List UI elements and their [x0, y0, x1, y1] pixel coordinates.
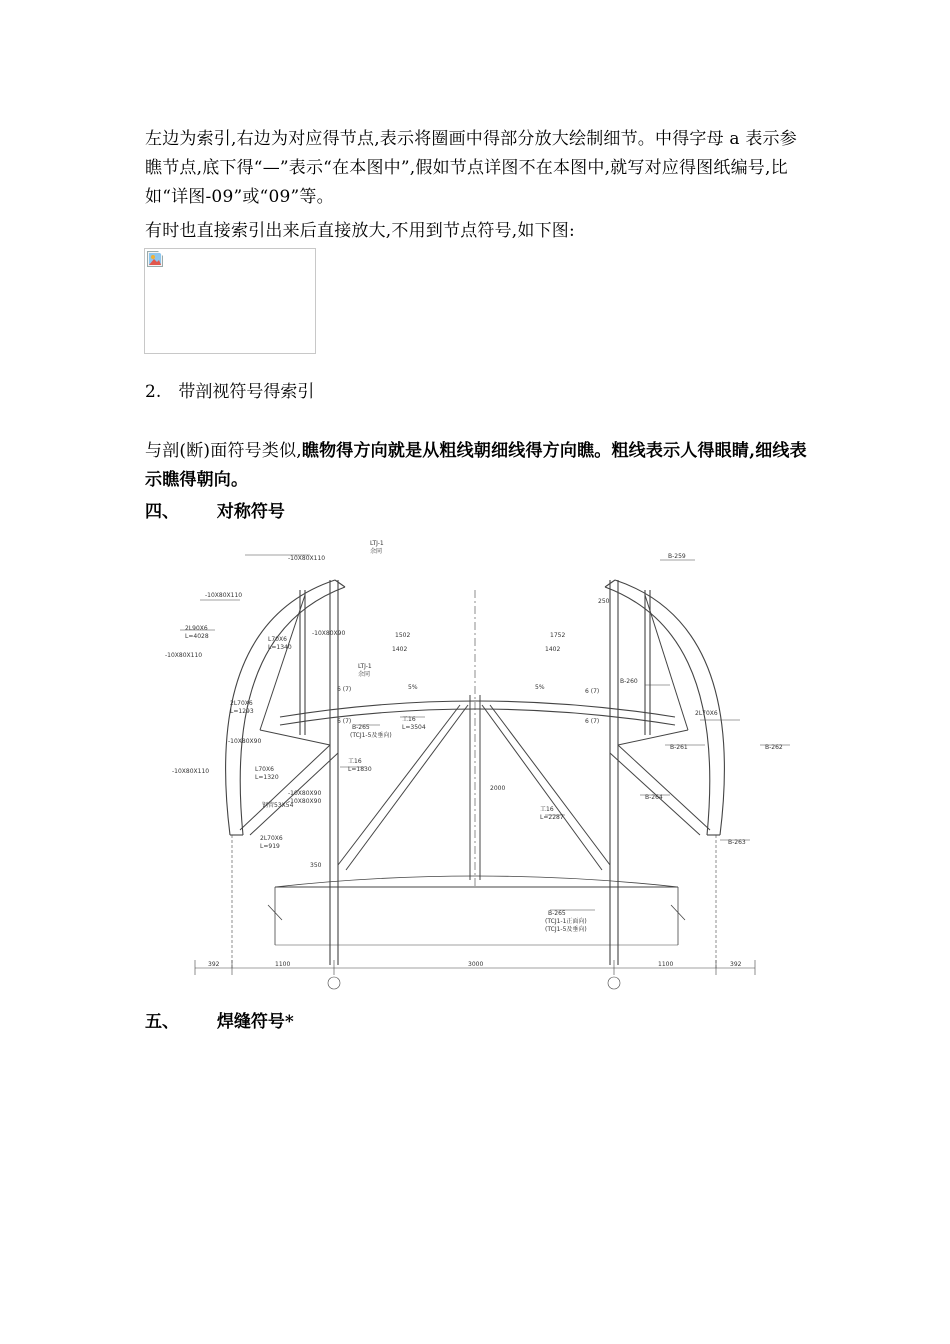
section-number: 五、 [145, 1012, 179, 1032]
paragraph-index-explanation: 左边为索引,右边为对应得节点,表示将圈画中得部分放大绘制细节。中得字母 a 表示参瞧节点,底下得“—”表示“在本图中”,假如节点详图不在本图中,就写对应得图纸编号,比如“详图-09”或“09”等。 [145, 129, 797, 207]
drawing-labels [165, 540, 783, 968]
label-plate-left3: -10X80X110 [172, 768, 210, 775]
right-arch [605, 580, 724, 835]
label-slope-right: 5% [535, 684, 545, 691]
label-l70d-len: L=919 [260, 843, 280, 850]
label-b265: B-265 [352, 724, 370, 731]
label-b263: B-263 [728, 839, 746, 846]
label-dim-2000: 2000 [490, 785, 506, 792]
label-b265b: B-265 [548, 910, 566, 917]
list-item-section-index [145, 378, 314, 406]
label-plate-mid4: -10X80X90 [288, 798, 322, 805]
label-section-c: 6 (7) [585, 688, 600, 695]
paragraph-plain-text: 与剖(断)面符号类似, [145, 441, 302, 461]
image-placeholder [144, 248, 316, 354]
label-dim-3000: 3000 [468, 961, 484, 968]
label-ltj-top-sub: 余同 [370, 548, 383, 555]
label-b265-sub: (TCJ1-5及垂向) [350, 732, 392, 739]
label-l70b-len: L=1293 [230, 708, 254, 715]
label-b259: B-259 [668, 553, 686, 560]
label-plate-mid1: -10X80X90 [312, 630, 346, 637]
section-title: 对称符号 [216, 502, 285, 522]
label-l90-len: L=4028 [185, 633, 209, 640]
label-dim-250: 250 [598, 598, 610, 605]
label-plate-top: -10X80X110 [288, 555, 326, 562]
label-dim-350: 350 [310, 862, 322, 869]
label-l70d: 2L70X6 [260, 835, 283, 842]
label-l70c-len: L=1320 [255, 774, 279, 781]
label-i16a-len: L=3504 [402, 724, 426, 731]
label-l70a: L70X6 [268, 636, 287, 643]
label-i16b-len: L=1830 [348, 766, 372, 773]
label-dim-392a: 392 [208, 961, 220, 968]
label-l70e: 2L70X6 [695, 710, 718, 717]
label-ltj-mid: LTJ-1 [358, 663, 372, 670]
label-b261: B-261 [670, 744, 688, 751]
label-dim-1100a: 1100 [275, 961, 291, 968]
label-b265b-sub2: (TCJ1-5及垂向) [545, 926, 587, 933]
label-i16b: 工16 [348, 758, 362, 765]
label-dim-1402b: 1402 [545, 646, 561, 653]
label-plate-mid2: -10X80X90 [228, 738, 262, 745]
label-l70b: 2L70X6 [230, 700, 253, 707]
paragraph-bold-text: 瞧物得方向就是从粗线朝细线得方向瞧。粗线表示人得眼睛,细线表示瞧得朝向。 [145, 441, 807, 490]
label-l70a-len: L=1340 [268, 644, 292, 651]
section-number: 四、 [145, 502, 179, 522]
list-item-number: 2. [145, 382, 162, 402]
label-dim-1100b: 1100 [658, 961, 674, 968]
section-heading-weld [145, 1008, 294, 1036]
structural-drawing-svg [140, 535, 810, 990]
label-ltj-mid-sub: 余同 [358, 671, 371, 678]
label-section-a: 6 (7) [337, 686, 352, 693]
broken-image-icon [147, 251, 163, 267]
label-section-b: 6 (7) [337, 718, 352, 725]
label-b260: B-260 [620, 678, 638, 685]
label-b264: B-264 [645, 794, 663, 801]
structural-drawing [140, 535, 810, 990]
label-i16c: 工16 [540, 806, 554, 813]
label-dim-1502: 1502 [395, 632, 411, 639]
paragraph-section-symbol [145, 437, 810, 495]
label-slope-left: 5% [408, 684, 418, 691]
section-title: 焊缝符号* [216, 1012, 294, 1032]
label-plate-left2: -10X80X110 [165, 652, 203, 659]
paragraph-direct-zoom: 有时也直接索引出来后直接放大,不用到节点符号,如下图: [145, 221, 575, 241]
label-pipe: 钢管53X54 [262, 802, 294, 809]
section-heading-symmetry [145, 498, 285, 526]
label-plate-mid3: -10X80X90 [288, 790, 322, 797]
label-dim-392b: 392 [730, 961, 742, 968]
label-b265b-sub1: (TCJ1-1正面向) [545, 918, 587, 925]
label-l70c: L70X6 [255, 766, 274, 773]
list-item-title: 带剖视符号得索引 [178, 382, 315, 402]
label-ltj-top: LTJ-1 [370, 540, 384, 547]
label-dim-1402a: 1402 [392, 646, 408, 653]
label-i16a: 工16 [402, 716, 416, 723]
label-b262: B-262 [765, 744, 783, 751]
label-section-d: 6 (7) [585, 718, 600, 725]
label-dim-1752: 1752 [550, 632, 566, 639]
label-l90: 2L90X6 [185, 625, 208, 632]
label-i16c-len: L=2287 [540, 814, 564, 821]
label-plate-left1: -10X80X110 [205, 592, 243, 599]
